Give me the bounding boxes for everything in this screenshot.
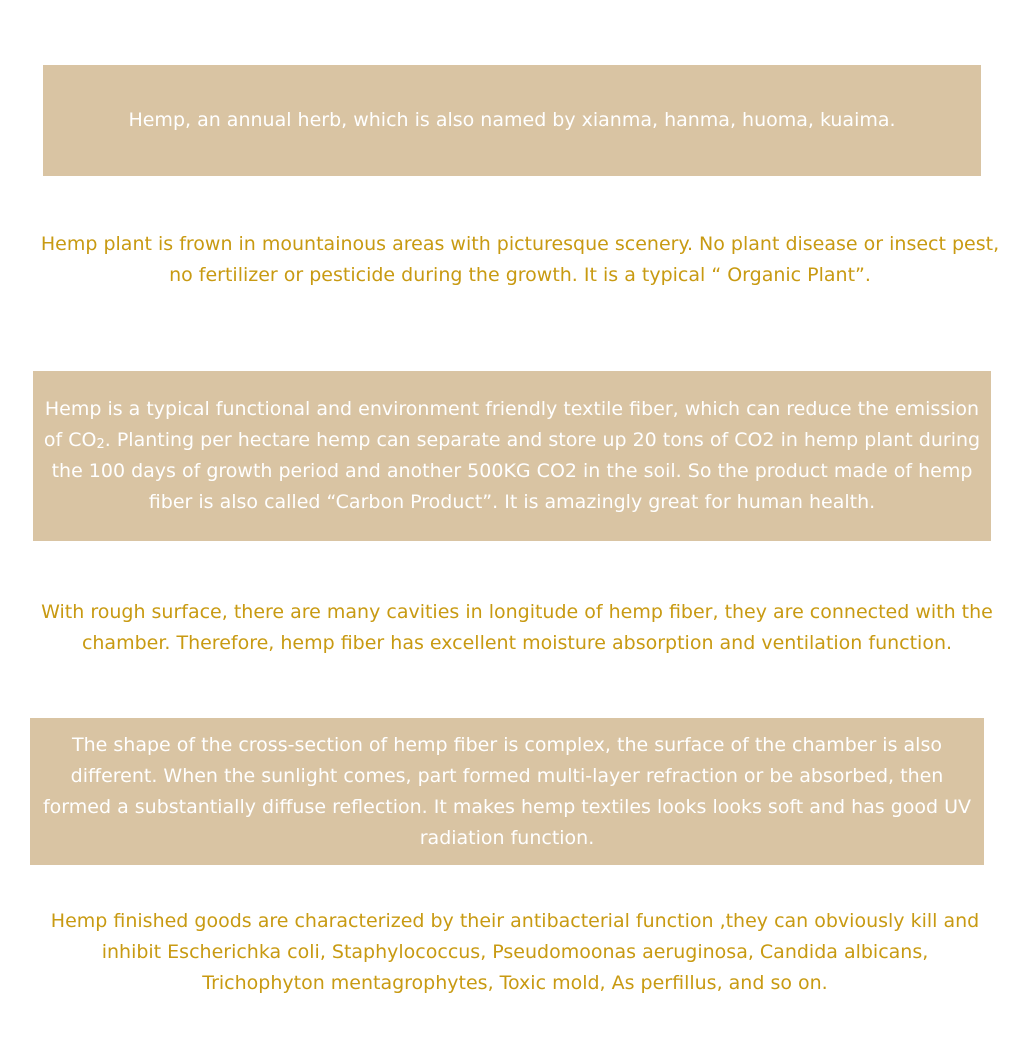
carbon-text	[43, 394, 981, 518]
uv-banner	[30, 718, 984, 865]
moisture-section	[22, 594, 1012, 662]
co2-subscript: 2	[96, 437, 105, 452]
carbon-banner	[33, 371, 991, 541]
organic-section	[30, 226, 1010, 294]
carbon-text-part2: . Planting per hectare hemp can separate and store up 20 tons of CO2 in hemp plant during the 100 days of growth period and another 500KG CO2 in the soil. So the product made of hemp fiber is also called “Carbon Product”. It is amazingly great for human health.	[51, 429, 981, 513]
carbon-text-part1: Hemp is a typical functional and environment friendly textile fiber, which can reduce the emission of CO	[43, 398, 980, 451]
intro-banner	[43, 65, 981, 176]
antibacterial-section	[30, 902, 1000, 1002]
uv-text: The shape of the cross-section of hemp fiber is complex, the surface of the chamber is also different. When the sunlight comes, part formed multi-layer refraction or be absorbed, then formed a substantially diffuse reflection. It makes hemp textiles looks looks soft and has good UV radiation function.	[42, 733, 972, 849]
intro-text: Hemp, an annual herb, which is also named by xianma, hanma, huoma, kuaima.	[128, 109, 896, 131]
antibacterial-text: Hemp finished goods are characterized by their antibacterial function ,they can obviously kill and inhibit Escherichka coli, Staphylococcus, Pseudomoonas aeruginosa, Candida albicans, Trichophyton mentagrophytes, Toxic mold, As perfillus, and so on.	[50, 909, 980, 994]
moisture-text: With rough surface, there are many cavities in longitude of hemp fiber, they are connected with the chamber. Therefore, hemp fiber has excellent moisture absorption and ventilation function.	[41, 601, 993, 654]
organic-text: Hemp plant is frown in mountainous areas with picturesque scenery. No plant disease or insect pest, no fertilizer or pesticide during the growth. It is a typical “ Organic Plant”.	[40, 233, 1000, 286]
